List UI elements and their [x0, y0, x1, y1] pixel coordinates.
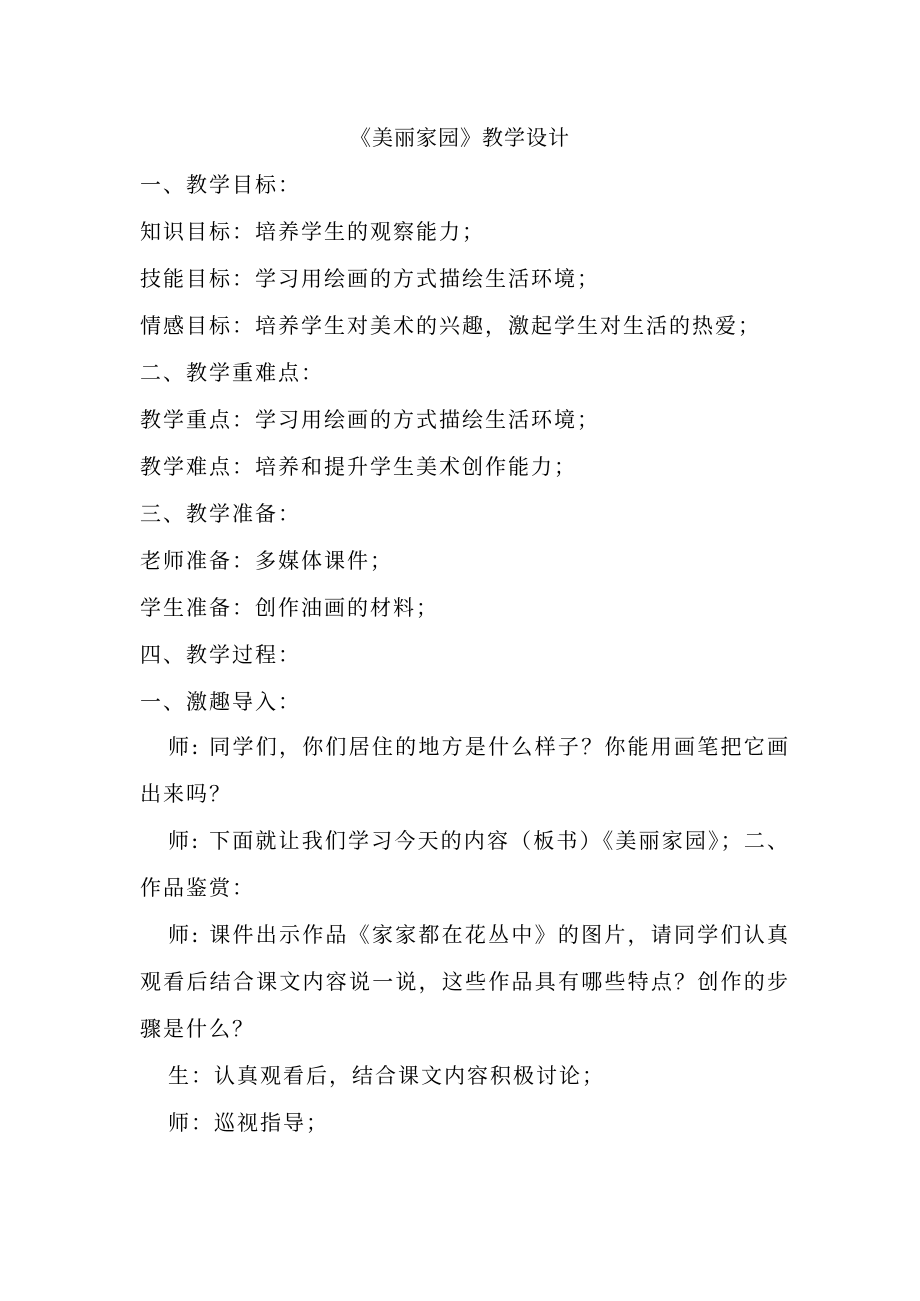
- section-heading-objectives: 一、教学目标：: [140, 173, 301, 197]
- paragraph-teacher-guidance: 师：巡视指导；: [168, 1111, 329, 1135]
- section-heading-key-points: 二、教学重难点：: [140, 361, 324, 385]
- knowledge-objective: 知识目标：培养学生的观察能力；: [140, 220, 485, 244]
- student-preparation: 学生准备：创作油画的材料；: [140, 596, 439, 620]
- teaching-focus: 教学重点：学习用绘画的方式描绘生活环境；: [140, 408, 600, 432]
- paragraph-teacher-intro: 师: 下面就让我们学习今天的内容（板书）《美丽家园》；二、作品鉴赏：: [140, 829, 790, 900]
- section-heading-process: 四、教学过程：: [140, 643, 301, 667]
- teaching-difficulty: 教学难点：培养和提升学生美术创作能力；: [140, 455, 577, 479]
- paragraph-teacher-question: 师: 同学们，你们居住的地方是什么样子？你能用画笔把它画出来吗？: [140, 735, 790, 806]
- emotion-objective: 情感目标：培养学生对美术的兴趣，激起学生对生活的热爱；: [140, 314, 761, 338]
- paragraph-teacher-showcase: 师: 课件出示作品《家家都在花丛中》的图片，请同学们认真观看后结合课文内容说一说，这些作品具有哪些特点？创作的步骤是什么？: [140, 923, 790, 1041]
- document-title: 《美丽家园》教学设计: [350, 126, 570, 150]
- skill-objective: 技能目标：学习用绘画的方式描绘生活环境；: [140, 267, 600, 291]
- subsection-heading-intro: 一、激趣导入：: [140, 690, 301, 714]
- teacher-preparation: 老师准备：多媒体课件；: [140, 549, 393, 573]
- section-heading-preparation: 三、教学准备：: [140, 502, 301, 526]
- paragraph-student-response: 生：认真观看后，结合课文内容积极讨论；: [168, 1064, 605, 1088]
